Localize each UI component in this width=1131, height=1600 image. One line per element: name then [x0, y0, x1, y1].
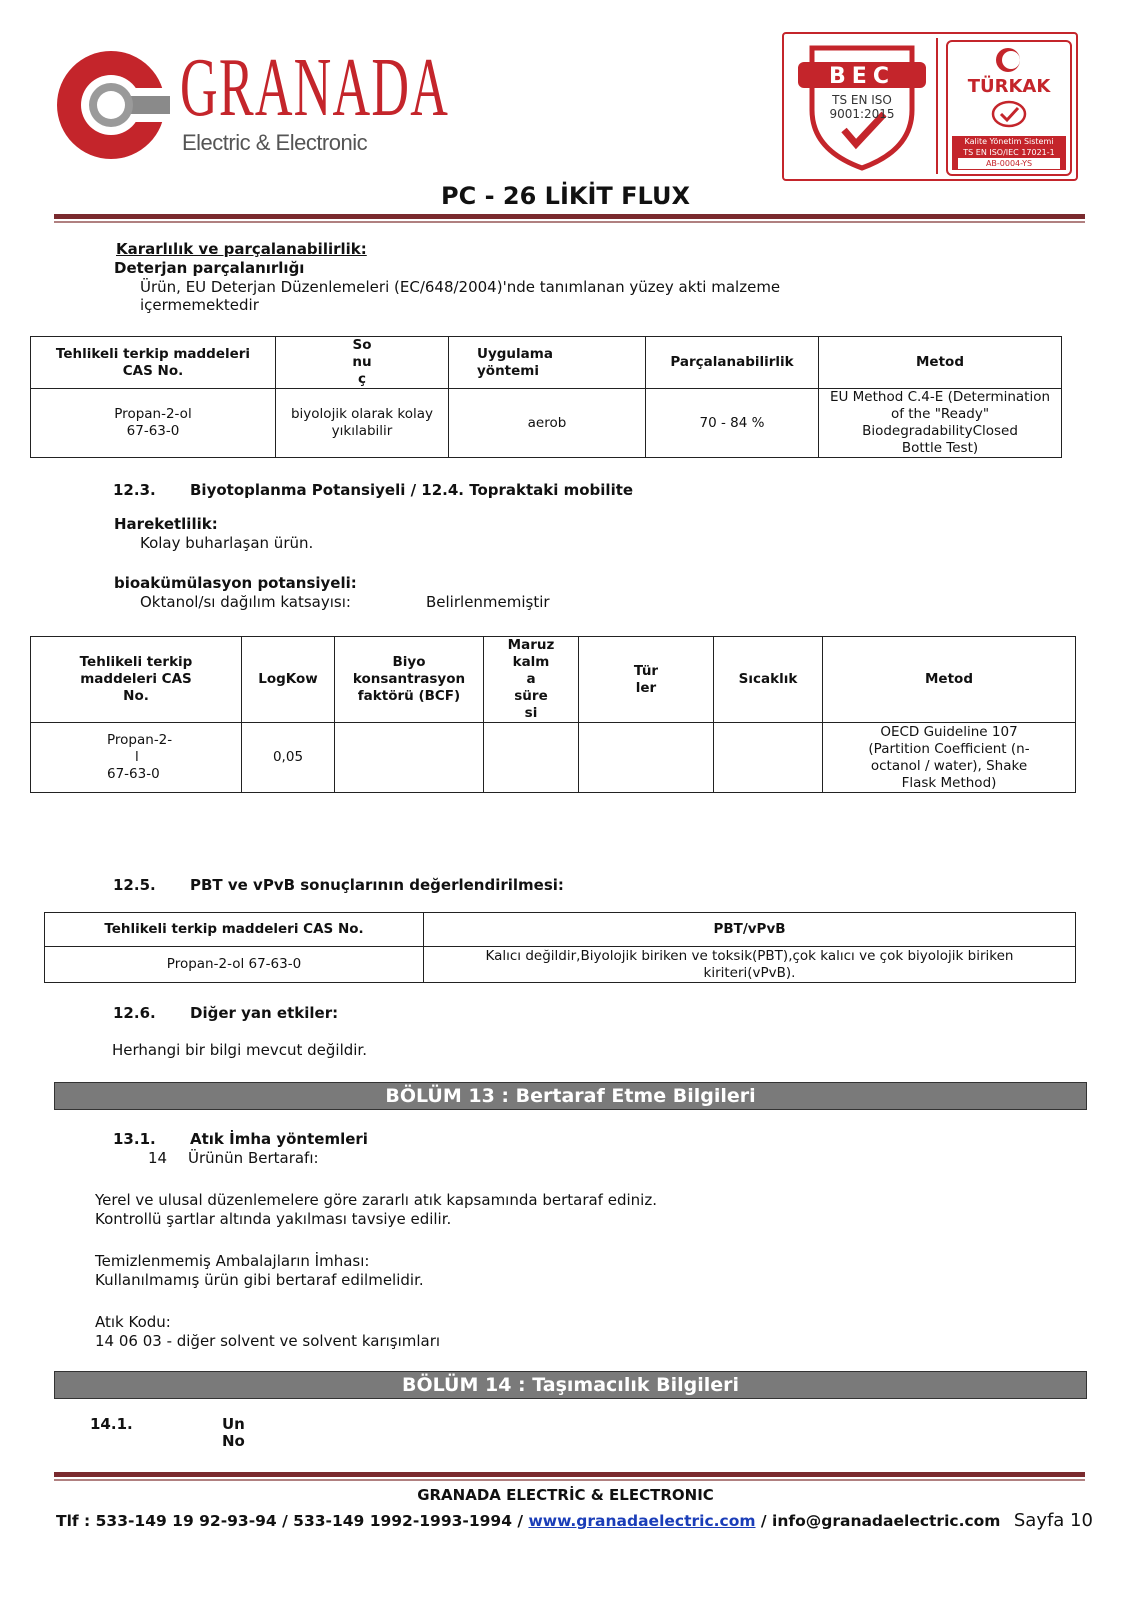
- t3-substance: Propan-2-ol 67-63-0: [45, 947, 424, 983]
- t2-bcf: [335, 723, 484, 793]
- s126-title: Diğer yan etkiler:: [190, 1004, 339, 1022]
- footer-page-number: Sayfa 10: [1013, 1510, 1093, 1531]
- document-title: PC - 26 LİKİT FLUX: [441, 182, 690, 210]
- partition-label: Oktanol/sı dağılım katsayısı:: [140, 593, 351, 611]
- t1-header-substance: Tehlikeli terkip maddeleri CAS No.: [31, 337, 276, 389]
- t1-degradability: 70 - 84 %: [646, 389, 819, 458]
- t1-header-metod: Metod: [819, 337, 1062, 389]
- footer-phones: Tlf : 533-149 19 92-93-94 / 533-149 1992-1993-1994 /: [56, 1512, 524, 1530]
- bio-heading: bioakümülasyon potansiyeli:: [114, 574, 357, 592]
- s126-number: 12.6.: [113, 1004, 156, 1022]
- certification-badges: [782, 32, 1078, 181]
- t3-header-substance: Tehlikeli terkip maddeleri CAS No.: [45, 913, 424, 947]
- t1-application: aerob: [449, 389, 646, 458]
- turkak-code: AB-0004-YS: [958, 158, 1060, 169]
- s125-title: PBT ve vPvB sonuçlarının değerlendirilmesi:: [190, 876, 564, 894]
- t1-header-application: Uygulama yöntemi: [449, 337, 646, 389]
- t2-substance: Propan-2- l 67-63-0: [31, 723, 242, 793]
- partition-value: Belirlenmemiştir: [426, 593, 550, 611]
- stability-subheading: Deterjan parçalanırlığı: [114, 259, 305, 277]
- table-row: [31, 389, 1062, 458]
- t2-header-metod: Metod: [823, 637, 1076, 723]
- g-logo-icon: [52, 46, 170, 164]
- packaging-heading: Temizlenmemiş Ambalajların İmhası:: [95, 1252, 370, 1270]
- footer-separator: /: [760, 1512, 767, 1530]
- mobility-text: Kolay buharlaşan ürün.: [140, 534, 314, 552]
- t1-substance: Propan-2-ol 67-63-0: [31, 389, 276, 458]
- turkak-line2: TS EN ISO/IEC 17021-1: [963, 148, 1055, 157]
- disposal-text-2: Kontrollü şartlar altında yakılması tavsiye edilir.: [95, 1210, 452, 1228]
- company-name: GRANADA: [180, 41, 450, 134]
- t1-header-result: So nu ç: [276, 337, 449, 389]
- section-14-bar: BÖLÜM 14 : Taşımacılık Bilgileri: [54, 1371, 1087, 1399]
- table-row: [45, 947, 1076, 983]
- header-rule: [54, 214, 1085, 219]
- stability-text-1: Ürün, EU Deterjan Düzenlemeleri (EC/648/2004)'nde tanımlanan yüzey akti malzeme: [140, 278, 781, 296]
- turkak-line1: Kalite Yönetim Sistemi: [964, 137, 1054, 146]
- s141-number: 14.1.: [90, 1415, 133, 1433]
- footer-rule: [54, 1472, 1085, 1477]
- bec-line2: 9001:2015: [829, 107, 895, 121]
- stability-text-2: içermemektedir: [140, 296, 259, 314]
- disposal-text-1: Yerel ve ulusal düzenlemelere göre zararlı atık kapsamında bertaraf ediniz.: [95, 1191, 657, 1209]
- table-row: [31, 723, 1076, 793]
- footer-contact: [56, 1510, 1093, 1531]
- bec-brand: BEC: [829, 64, 895, 89]
- bec-line1: TS EN ISO: [832, 93, 892, 107]
- waste-code-heading: Atık Kodu:: [95, 1313, 171, 1331]
- section-13-bar: BÖLÜM 13 : Bertaraf Etme Bilgileri: [54, 1082, 1087, 1110]
- turkak-info: [952, 136, 1066, 170]
- t2-metod: OECD Guideline 107 (Partition Coefficient (n- octanol / water), Shake Flask Method): [823, 723, 1076, 793]
- stability-heading: Kararlılık ve parçalanabilirlik:: [116, 240, 367, 258]
- s141-no: No: [222, 1432, 245, 1450]
- t1-result: biyolojik olarak kolay yıkılabilir: [276, 389, 449, 458]
- footer-website-link[interactable]: www.granadaelectric.com: [528, 1512, 756, 1530]
- t2-header-bcf: Biyo konsantrasyon faktörü (BCF): [335, 637, 484, 723]
- t3-header-pbt: PBT/vPvB: [424, 913, 1076, 947]
- s131-sub-number: 14: [148, 1149, 168, 1167]
- t1-header-degradability: Parçalanabilirlik: [646, 337, 819, 389]
- s123-number: 12.3.: [113, 481, 156, 499]
- footer-company: GRANADA ELECTRİC & ELECTRONIC: [417, 1486, 714, 1504]
- company-tagline: Electric & Electronic: [182, 130, 368, 155]
- header-rule-thin: [54, 221, 1085, 223]
- s141-un: Un: [222, 1415, 245, 1433]
- t2-header-species: Tür ler: [579, 637, 714, 723]
- degradability-table: [30, 336, 1062, 458]
- t2-logkow: 0,05: [242, 723, 335, 793]
- turkak-crescent-icon: [994, 46, 1024, 74]
- bioaccumulation-table: [30, 636, 1076, 793]
- t2-header-exposure: Maruz kalm a süre si: [484, 637, 579, 723]
- footer-email[interactable]: info@granadaelectric.com: [772, 1512, 1001, 1530]
- s131-number: 13.1.: [113, 1130, 156, 1148]
- company-logo: [52, 41, 450, 166]
- t2-header-temperature: Sıcaklık: [714, 637, 823, 723]
- packaging-text: Kullanılmamış ürün gibi bertaraf edilmelidir.: [95, 1271, 424, 1289]
- t2-exposure: [484, 723, 579, 793]
- t2-temperature: [714, 723, 823, 793]
- t3-pbt: Kalıcı değildir,Biyolojik biriken ve toksik(PBT),çok kalıcı ve çok biyolojik biriken kiriteri(vPvB).: [424, 947, 1076, 983]
- pbt-table: [44, 912, 1076, 983]
- footer-rule-thin: [54, 1479, 1085, 1481]
- t2-species: [579, 723, 714, 793]
- s131-title: Atık İmha yöntemleri: [190, 1130, 368, 1148]
- t2-header-logkow: LogKow: [242, 637, 335, 723]
- bec-badge: [788, 38, 938, 174]
- turkak-badge: [946, 40, 1072, 176]
- check-icon: [991, 100, 1027, 128]
- t2-header-substance: Tehlikeli terkip maddeleri CAS No.: [31, 637, 242, 723]
- waste-code-text: 14 06 03 - diğer solvent ve solvent karışımları: [95, 1332, 441, 1350]
- t1-metod: EU Method C.4-E (Determination of the "Ready" BiodegradabilityClosed Bottle Test): [819, 389, 1062, 458]
- s123-title: Biyotoplanma Potansiyeli / 12.4. Topraktaki mobilite: [190, 481, 634, 499]
- mobility-heading: Hareketlilik:: [114, 515, 218, 533]
- turkak-brand: TÜRKAK: [967, 76, 1051, 97]
- s125-number: 12.5.: [113, 876, 156, 894]
- s131-sub-title: Ürünün Bertarafı:: [188, 1149, 319, 1167]
- s126-text: Herhangi bir bilgi mevcut değildir.: [112, 1041, 367, 1059]
